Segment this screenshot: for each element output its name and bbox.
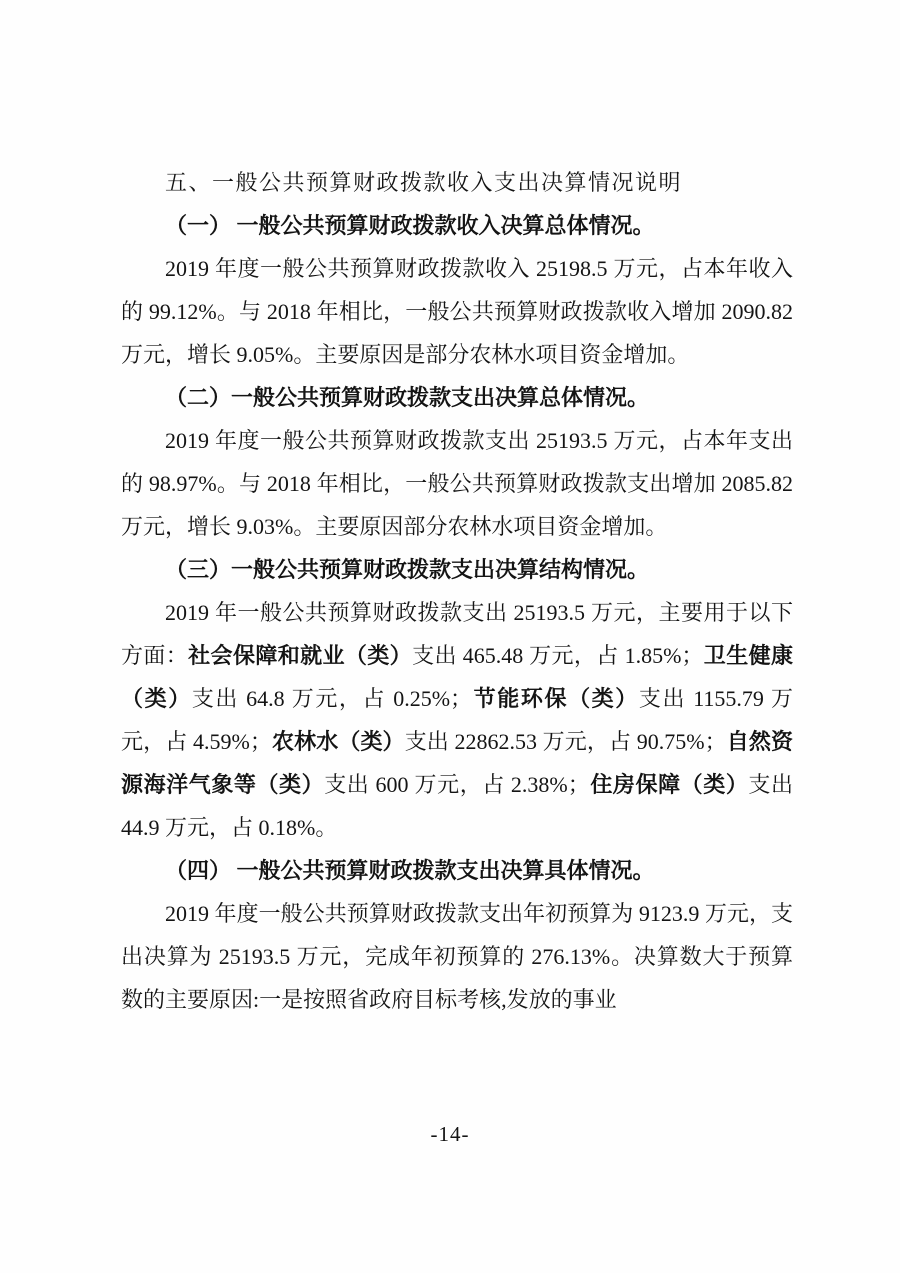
paragraph-text: 2019 年度一般公共预算财政拨款支出 25193.5 万元，占本年支出的 98.97%。与 2018 年相比，一般公共预算财政拨款支出增加 2085.82 万元，增长 9.03%。主要原因部分农林水项目资金增加。: [121, 428, 793, 539]
section-expense-structure: [121, 548, 793, 849]
expense-category-emphasis: 农林水（类）: [271, 729, 405, 754]
section-heading-1: （一） 一般公共预算财政拨款收入决算总体情况。: [165, 213, 655, 238]
document-body: [121, 161, 793, 1021]
paragraph-text: 2019 年度一般公共预算财政拨款收入 25198.5 万元，占本年收入的 99.12%。与 2018 年相比，一般公共预算财政拨款收入增加 2090.82 万元，增长 9.05%。主要原因是部分农林水项目资金增加。: [121, 256, 793, 367]
paragraph-text: 支出 64.8 万元，占 0.25%；: [191, 686, 473, 711]
section-expense-overview: [121, 376, 793, 548]
paragraph-text: 2019 年一般公共预算财政拨款支出 25193.5 万元，主要用于以下方面：: [121, 600, 793, 668]
expense-category-emphasis: 自然资源海洋气象等（类）: [121, 729, 793, 797]
expense-category-emphasis: 卫生健康（类）: [121, 643, 793, 711]
paragraph-text: 支出 44.9 万元，占 0.18%。: [121, 772, 793, 840]
paragraph-text: 支出 1155.79 万元，占 4.59%；: [121, 686, 793, 754]
paragraph-expense-structure: [121, 591, 793, 849]
paragraph-text: 支出 22862.53 万元，占 90.75%；: [404, 729, 727, 754]
document-title: 五、一般公共预算财政拨款收入支出决算情况说明: [165, 170, 683, 195]
section-expense-detail: [121, 849, 793, 1021]
paragraph-text: 支出 465.48 万元，占 1.85%；: [412, 643, 704, 668]
page-number: -14-: [430, 1122, 470, 1146]
expense-category-emphasis: 节能环保（类）: [472, 686, 639, 711]
paragraph-income-overview: [121, 247, 793, 376]
section-heading-4: （四） 一般公共预算财政拨款支出决算具体情况。: [165, 858, 655, 883]
paragraph-text: 支出 600 万元，占 2.38%；: [324, 772, 590, 797]
expense-category-emphasis: 社会保障和就业（类）: [188, 643, 413, 668]
paragraph-text: 2019 年度一般公共预算财政拨款支出年初预算为 9123.9 万元，支出决算为 25193.5 万元，完成年初预算的 276.13%。决算数大于预算数的主要原因:一是按照省政府目标考核,发放的事业: [121, 901, 793, 1012]
section-heading-3: （三）一般公共预算财政拨款支出决算结构情况。: [165, 557, 650, 582]
section-income-overview: [121, 204, 793, 376]
section-heading-2: （二）一般公共预算财政拨款支出决算总体情况。: [165, 385, 650, 410]
paragraph-expense-detail: [121, 892, 793, 1021]
paragraph-expense-overview: [121, 419, 793, 548]
expense-category-emphasis: 住房保障（类）: [589, 772, 749, 797]
